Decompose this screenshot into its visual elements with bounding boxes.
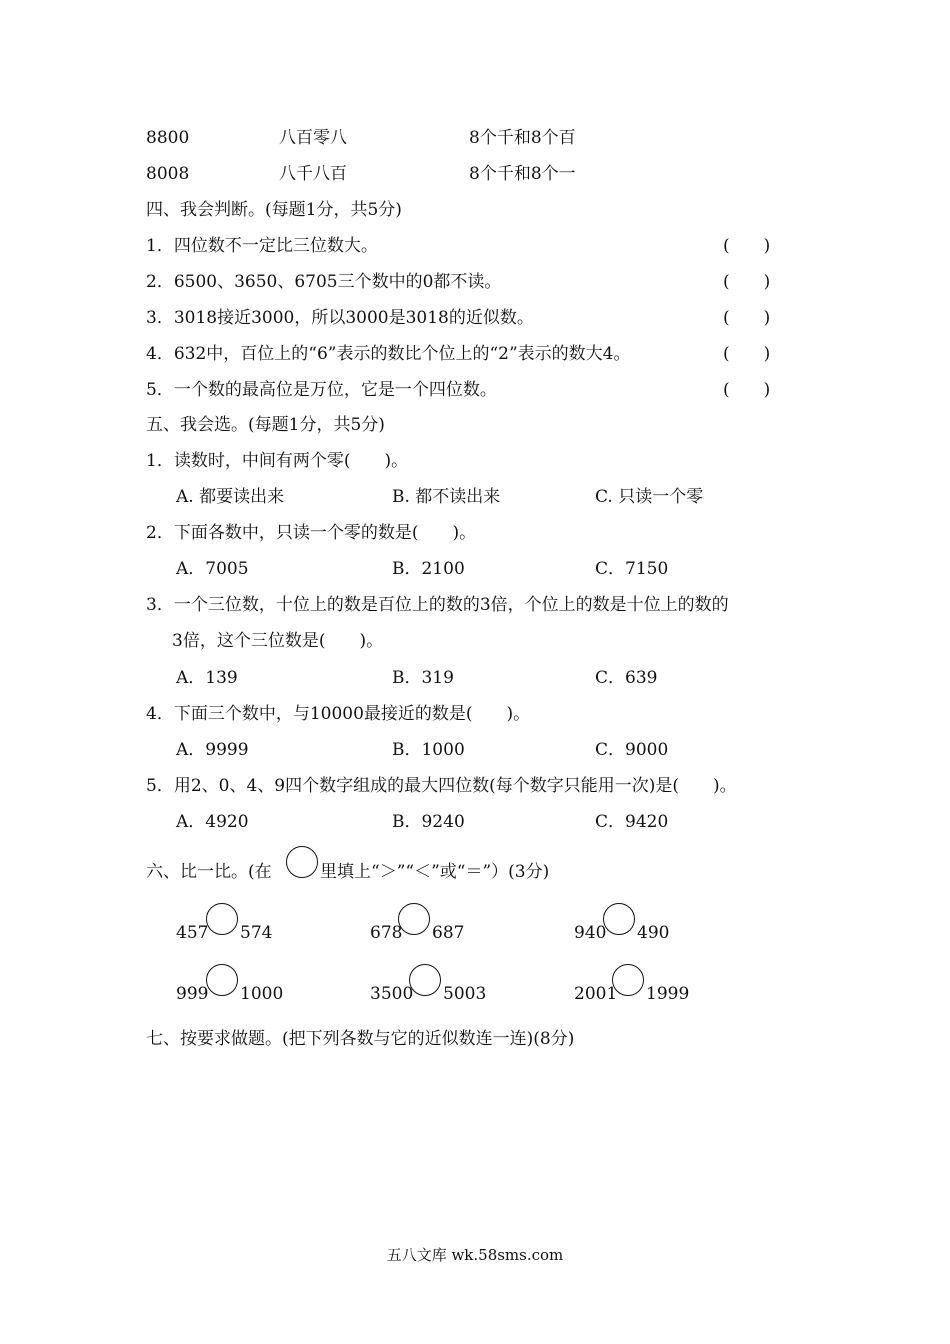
answer-paren-2[interactable]: ( ) bbox=[723, 272, 771, 292]
compare-right-6: 1999 bbox=[646, 984, 690, 1004]
compare-circle-6[interactable] bbox=[612, 964, 644, 996]
match-number-1: 8800 bbox=[146, 128, 190, 148]
compare-right-1: 574 bbox=[240, 923, 273, 943]
choice-question-1: 1．读数时，中间有两个零( )。 bbox=[146, 451, 409, 471]
match-words-1: 八百零八 bbox=[279, 128, 347, 148]
q3-option-a[interactable]: A．139 bbox=[176, 668, 238, 688]
q1-option-c[interactable]: C. 只读一个零 bbox=[595, 487, 704, 507]
judge-item-5: 5．一个数的最高位是万位，它是一个四位数。 bbox=[146, 380, 497, 400]
section6-title-post: 里填上“＞”“＜”或“＝”）(3分) bbox=[320, 862, 550, 882]
compare-left-1: 457 bbox=[176, 923, 209, 943]
compare-left-4: 999 bbox=[176, 984, 209, 1004]
match-words-2: 八千八百 bbox=[279, 164, 347, 184]
q2-option-a[interactable]: A．7005 bbox=[176, 559, 249, 579]
q3-option-b[interactable]: B．319 bbox=[392, 668, 454, 688]
compare-circle-4[interactable] bbox=[206, 964, 238, 996]
choice-question-5: 5．用2、0、4、9四个数字组成的最大四位数(每个数字只能用一次)是( )。 bbox=[146, 776, 737, 796]
footer-watermark: 五八文库 wk.58sms.com bbox=[386, 1246, 564, 1264]
section5-title: 五、我会选。(每题1分，共5分) bbox=[146, 415, 385, 435]
q4-option-c[interactable]: C．9000 bbox=[595, 740, 669, 760]
judge-item-3: 3．3018接近3000，所以3000是3018的近似数。 bbox=[146, 308, 534, 328]
compare-right-5: 5003 bbox=[443, 984, 487, 1004]
q3-option-c[interactable]: C．639 bbox=[595, 668, 658, 688]
q2-option-b[interactable]: B．2100 bbox=[392, 559, 465, 579]
match-desc-1: 8个千和8个百 bbox=[469, 128, 576, 148]
q2-option-c[interactable]: C．7150 bbox=[595, 559, 669, 579]
section6-title-pre: 六、比一比。(在 bbox=[146, 862, 272, 882]
q1-option-b[interactable]: B. 都不读出来 bbox=[392, 487, 501, 507]
compare-circle-3[interactable] bbox=[603, 903, 635, 935]
section4-title: 四、我会判断。(每题1分，共5分) bbox=[146, 200, 402, 220]
match-number-2: 8008 bbox=[146, 164, 190, 184]
q5-option-c[interactable]: C．9420 bbox=[595, 812, 669, 832]
compare-left-5: 3500 bbox=[370, 984, 414, 1004]
compare-right-4: 1000 bbox=[240, 984, 284, 1004]
answer-paren-4[interactable]: ( ) bbox=[723, 344, 771, 364]
choice-question-2: 2．下面各数中，只读一个零的数是( )。 bbox=[146, 523, 477, 543]
q4-option-b[interactable]: B．1000 bbox=[392, 740, 465, 760]
choice-question-4: 4．下面三个数中，与10000最接近的数是( )。 bbox=[146, 704, 531, 724]
answer-paren-1[interactable]: ( ) bbox=[723, 236, 771, 256]
compare-circle-1[interactable] bbox=[206, 903, 238, 935]
q5-option-a[interactable]: A．4920 bbox=[176, 812, 249, 832]
answer-paren-5[interactable]: ( ) bbox=[723, 380, 771, 400]
judge-item-1: 1．四位数不一定比三位数大。 bbox=[146, 236, 378, 256]
compare-left-2: 678 bbox=[370, 923, 403, 943]
choice-question-3-line2: 3倍，这个三位数是( )。 bbox=[172, 631, 384, 651]
judge-item-4: 4．632中，百位上的“6”表示的数比个位上的“2”表示的数大4。 bbox=[146, 344, 631, 364]
answer-paren-3[interactable]: ( ) bbox=[723, 308, 771, 328]
choice-question-3-line1: 3．一个三位数，十位上的数是百位上的数的3倍，个位上的数是十位上的数的 bbox=[146, 595, 729, 615]
compare-left-6: 2001 bbox=[574, 984, 618, 1004]
compare-left-3: 940 bbox=[574, 923, 607, 943]
section7-title: 七、按要求做题。(把下列各数与它的近似数连一连)(8分) bbox=[146, 1029, 575, 1049]
compare-right-2: 687 bbox=[432, 923, 465, 943]
q4-option-a[interactable]: A．9999 bbox=[176, 740, 249, 760]
compare-circle-5[interactable] bbox=[409, 964, 441, 996]
match-desc-2: 8个千和8个一 bbox=[469, 164, 576, 184]
q5-option-b[interactable]: B．9240 bbox=[392, 812, 465, 832]
compare-right-3: 490 bbox=[637, 923, 670, 943]
title-circle-icon bbox=[286, 846, 318, 878]
q1-option-a[interactable]: A. 都要读出来 bbox=[176, 487, 285, 507]
compare-circle-2[interactable] bbox=[398, 903, 430, 935]
judge-item-2: 2．6500、3650、6705三个数中的0都不读。 bbox=[146, 272, 502, 292]
